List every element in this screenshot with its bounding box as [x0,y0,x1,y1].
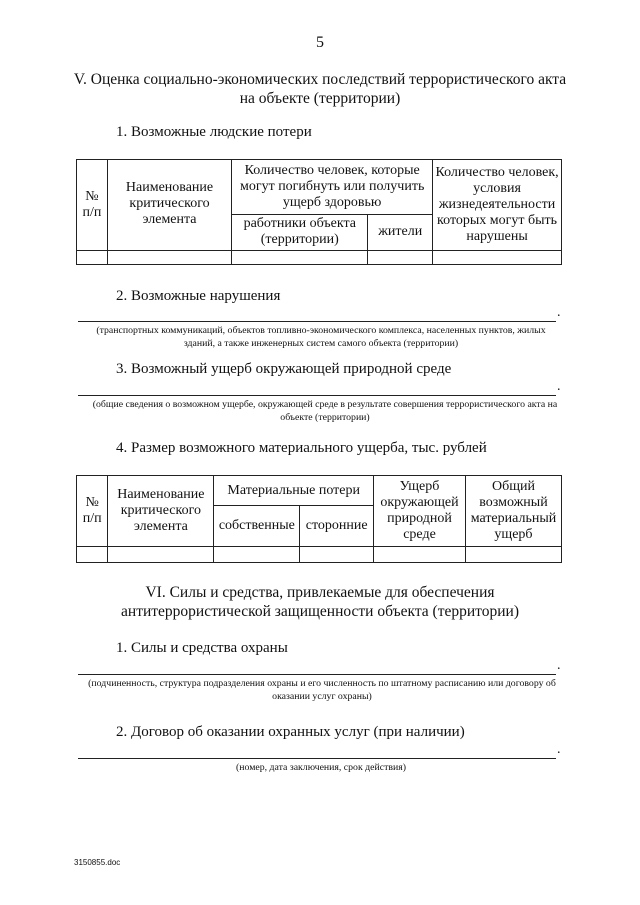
section-6-title-line2: антитеррористической защищенности объекта (территории) [121,603,519,620]
col-residents-header: жители [368,214,433,250]
item-security-contract: 2. Договор об оказании охранных услуг (при наличии) [116,724,465,740]
item-material-damage: 4. Размер возможного материального ущерба, тыс. рублей [116,440,487,456]
col-number-header: № п/п [77,160,108,251]
table-cell [368,250,433,264]
file-footer: 3150855.doc [74,858,121,867]
table-cell [465,546,561,562]
col-workers-header: работники объекта (территории) [232,214,368,250]
col-total-header: Общий возможный материальный ущерб [465,476,561,547]
environment-caption: (общие сведения о возможном ущербе, окружающей среде в результате совершения террористического акта на объекте (территории) [92,399,558,423]
col-own-header: собственные [214,506,300,546]
table-cell [77,546,108,562]
col-name-header: Наименование критического элемента [107,160,231,251]
blank-line [78,674,556,675]
section-6-title [60,583,580,621]
material-damage-table [76,475,562,563]
table-cell [374,546,466,562]
item-human-losses: 1. Возможные людские потери [116,124,312,140]
item-possible-violations: 2. Возможные нарушения [116,288,281,304]
line-end-dot: . [557,742,561,757]
table-row [77,546,562,562]
section-6-title-line1: VI. Силы и средства, привлекаемые для обеспечения [145,584,495,601]
table-cell [232,250,368,264]
table-row [77,250,562,264]
table-cell [214,546,300,562]
line-end-dot: . [557,305,561,320]
blank-line [78,321,556,322]
line-end-dot: . [557,379,561,394]
col-environment-header: Ущерб окружающей природной среде [374,476,466,547]
section-5-title-line1: V. Оценка социально-экономических последствий террористического акта [73,71,567,88]
page-number: 5 [316,34,324,51]
violations-caption: (транспортных коммуникаций, объектов топливно-экономического комплекса, населенных пунктов, жилых зданий, а также инженерных систем самого объекта (территории) [96,325,546,349]
col-group-header: Материальные потери [214,476,374,506]
line-end-dot: . [557,658,561,673]
item-environment-damage: 3. Возможный ущерб окружающей природной среде [116,361,452,377]
section-5-title-line2: на объекте (территории) [239,90,401,107]
contract-caption: (номер, дата заключения, срок действия) [235,762,406,773]
table-cell [433,250,562,264]
item-security-forces: 1. Силы и средства охраны [116,640,288,656]
table-cell [300,546,374,562]
col-number-header: № п/п [77,476,108,547]
col-affected-header: Количество человек, условия жизнедеятельности которых могут быть нарушены [433,160,562,251]
table-cell [108,546,214,562]
col-name-header: Наименование критического элемента [108,476,214,547]
security-forces-caption: (подчиненность, структура подразделения охраны и его численность по штатному расписанию или договору об оказании услуг охраны) [88,678,556,702]
table-cell [77,250,108,264]
blank-line [78,395,556,396]
col-third-party-header: сторонние [300,506,374,546]
table-cell [107,250,231,264]
section-5-title [60,70,580,108]
col-group-header: Количество человек, которые могут погибнуть или получить ущерб здоровью [232,160,433,215]
human-losses-table [76,159,562,265]
blank-line [78,758,556,759]
